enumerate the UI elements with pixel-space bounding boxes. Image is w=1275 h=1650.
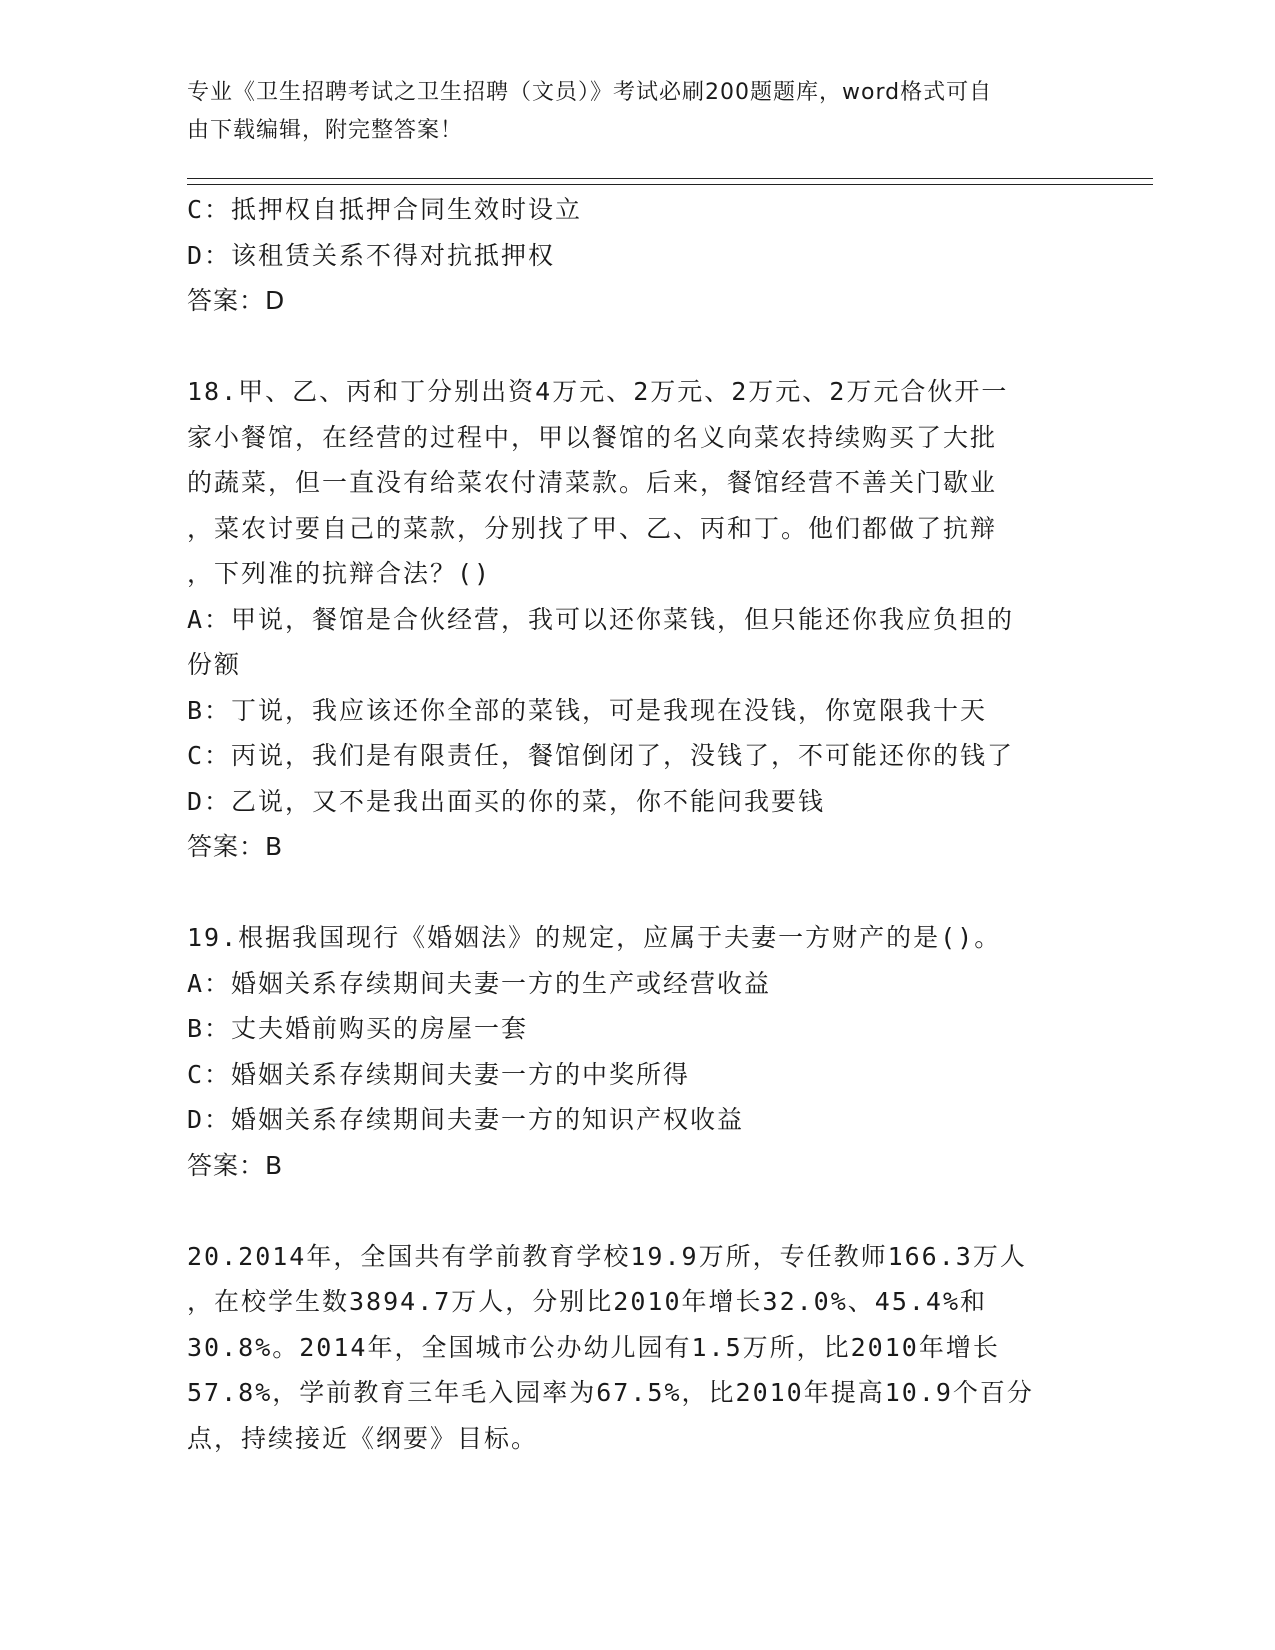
q17-option-c: C：抵押权自抵押合同生效时设立 xyxy=(187,195,583,224)
q18-stem-line-4: ，菜农讨要自己的菜款，分别找了甲、乙、丙和丁。他们都做了抗辩 xyxy=(187,513,998,543)
q19-option-b: B：丈夫婚前购买的房屋一套 xyxy=(187,1014,529,1043)
header-divider-top xyxy=(187,178,1153,179)
q18-option-a-line-2: 份额 xyxy=(187,650,242,679)
q18-stem-line-2: 家小餐馆，在经营的过程中，甲以餐馆的名义向菜农持续购买了大批 xyxy=(187,422,998,452)
q18-stem-line-5: ，下列准的抗辩合法？() xyxy=(187,559,492,588)
q20-stem-line-1: 20.2014年，全国共有学前教育学校19.9万所，专任教师166.3万人 xyxy=(187,1241,1027,1271)
document-header xyxy=(187,74,1067,150)
q20-stem-line-2: ，在校学生数3894.7万人，分别比2010年增长32.0%、45.4%和 xyxy=(187,1287,988,1316)
q18-option-c: C：丙说，我们是有限责任，餐馆倒闭了，没钱了，不可能还你的钱了 xyxy=(187,741,1015,770)
q19-answer: 答案：B xyxy=(187,1150,284,1180)
q19-option-a: A：婚姻关系存续期间夫妻一方的生产或经营收益 xyxy=(187,968,772,998)
spacer xyxy=(187,870,1087,916)
q18-option-d: D：乙说，又不是我出面买的你的菜，你不能问我要钱 xyxy=(187,786,826,816)
q19-option-d: D：婚姻关系存续期间夫妻一方的知识产权收益 xyxy=(187,1105,745,1134)
spacer xyxy=(187,324,1087,370)
q20-stem-line-4: 57.8%，学前教育三年毛入园率为67.5%，比2010年提高10.9个百分 xyxy=(187,1378,1034,1407)
q18-stem-line-1: 18.甲、乙、丙和丁分别出资4万元、2万元、2万元、2万元合伙开一 xyxy=(187,377,1009,406)
q20-stem-line-5: 点，持续接近《纲要》目标。 xyxy=(187,1423,539,1453)
q17-option-d: D：该租赁关系不得对抗抵押权 xyxy=(187,240,556,270)
q18-option-b: B：丁说，我应该还你全部的菜钱，可是我现在没钱，你宽限我十天 xyxy=(187,695,988,725)
q18-option-a-line-1: A：甲说，餐馆是合伙经营，我可以还你菜钱，但只能还你我应负担的 xyxy=(187,604,1015,634)
header-title-line-1: 专业《卫生招聘考试之卫生招聘（文员）》考试必刷200题题库，word格式可自 xyxy=(187,80,993,105)
spacer xyxy=(187,1188,1087,1234)
header-title-line-2: 由下载编辑，附完整答案！ xyxy=(187,118,464,143)
q17-answer: 答案：D xyxy=(187,286,286,315)
header-divider-bottom xyxy=(187,184,1153,185)
q19-option-c: C：婚姻关系存续期间夫妻一方的中奖所得 xyxy=(187,1059,691,1089)
q19-stem: 19.根据我国现行《婚姻法》的规定，应属于夫妻一方财产的是()。 xyxy=(187,923,1002,952)
document-body xyxy=(187,187,1087,1461)
q18-stem-line-3: 的蔬菜，但一直没有给菜农付清菜款。后来，餐馆经营不善关门歇业 xyxy=(187,468,998,497)
q20-stem-line-3: 30.8%。2014年，全国城市公办幼儿园有1.5万所，比2010年增长 xyxy=(187,1332,1000,1362)
q18-answer: 答案：B xyxy=(187,832,284,861)
